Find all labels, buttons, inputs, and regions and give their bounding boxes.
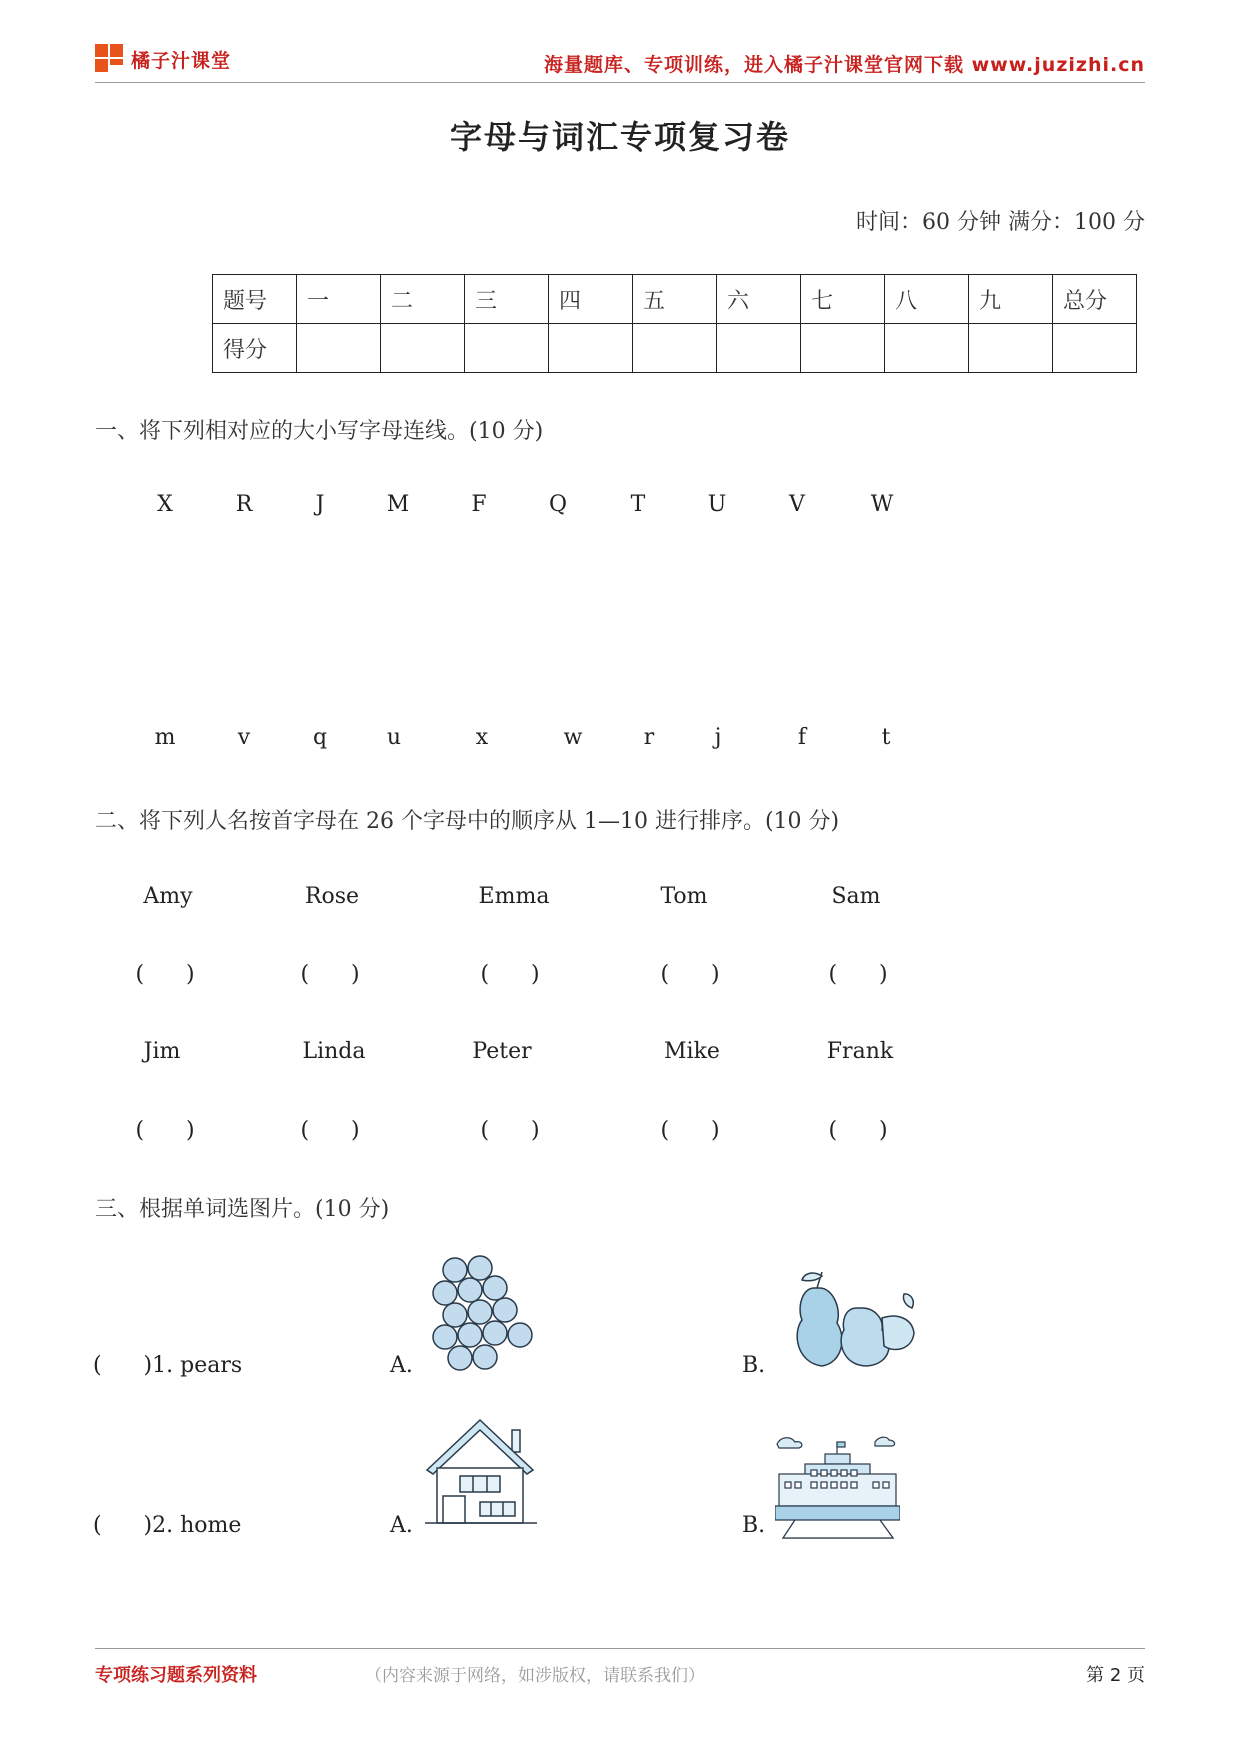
house-icon[interactable] (425, 1418, 540, 1533)
lowercase-letter: x (475, 725, 489, 750)
uppercase-letter: Q (548, 492, 568, 517)
uppercase-letter: F (471, 492, 487, 517)
school-building-icon[interactable] (775, 1432, 900, 1542)
uppercase-letter: T (630, 492, 646, 517)
lowercase-letter: m (154, 725, 176, 750)
table-cell: 总分 (1053, 275, 1137, 324)
score-table-header-row (213, 275, 1137, 324)
table-cell: 三 (465, 275, 549, 324)
name-label: Peter (472, 1039, 532, 1064)
uppercase-letter: W (870, 492, 894, 517)
table-cell: 九 (969, 275, 1053, 324)
option-a-label: A. (390, 1353, 413, 1378)
score-cell[interactable] (885, 324, 969, 373)
score-cell[interactable] (465, 324, 549, 373)
table-cell: 八 (885, 275, 969, 324)
option-a-label: A. (390, 1513, 413, 1538)
answer-blank[interactable]: ( ) (480, 1118, 540, 1143)
logo-icon (95, 44, 125, 74)
name-label: Jim (143, 1039, 181, 1064)
name-label: Rose (304, 884, 360, 909)
section-1-title: 一、将下列相对应的大小写字母连线。(10 分) (95, 419, 544, 444)
score-cell[interactable] (717, 324, 801, 373)
footer-copyright-note: （内容来源于网络，如涉版权，请联系我们） (365, 1666, 705, 1686)
uppercase-letter: J (315, 492, 325, 517)
answer-blank[interactable]: ( ) (300, 1118, 360, 1143)
lowercase-letter: v (237, 725, 251, 750)
score-table-score-row (213, 324, 1137, 373)
score-cell[interactable] (549, 324, 633, 373)
lowercase-letter: j (714, 725, 722, 750)
answer-blank[interactable]: ( ) (828, 962, 888, 987)
name-label: Amy (143, 884, 193, 909)
name-label: Mike (664, 1039, 720, 1064)
uppercase-letter: M (386, 492, 410, 517)
pears-icon[interactable] (782, 1258, 922, 1378)
header-tagline: 海量题库、专项训练，进入橘子汁课堂官网下载 www.juzizhi.cn (544, 54, 1145, 76)
answer-blank[interactable]: ( ) (135, 962, 195, 987)
uppercase-letter: U (707, 492, 727, 517)
name-label: Linda (302, 1039, 366, 1064)
question-1: ( )1. pears (93, 1353, 243, 1378)
score-cell[interactable] (381, 324, 465, 373)
lowercase-letter: w (563, 725, 583, 750)
page-header (95, 38, 1145, 83)
answer-blank[interactable]: ( ) (480, 962, 540, 987)
score-cell[interactable] (297, 324, 381, 373)
logo-text: 橘子汁课堂 (131, 50, 232, 72)
table-cell: 六 (717, 275, 801, 324)
uppercase-letter: V (789, 492, 805, 517)
footer-series-label: 专项练习题系列资料 (95, 1665, 257, 1686)
table-cell: 七 (801, 275, 885, 324)
answer-blank[interactable]: ( ) (300, 962, 360, 987)
score-cell[interactable] (633, 324, 717, 373)
lowercase-letter: r (643, 725, 655, 750)
option-b-label: B. (742, 1513, 766, 1538)
page-footer (95, 1648, 1145, 1686)
table-cell: 一 (297, 275, 381, 324)
name-label: Emma (478, 884, 550, 909)
table-cell: 四 (549, 275, 633, 324)
table-cell: 题号 (213, 275, 297, 324)
uppercase-letter: R (235, 492, 253, 517)
name-label: Sam (831, 884, 881, 909)
score-cell[interactable] (801, 324, 885, 373)
table-cell: 得分 (213, 324, 297, 373)
lowercase-letter: f (797, 725, 807, 750)
answer-blank[interactable]: ( ) (660, 1118, 720, 1143)
answer-blank[interactable]: ( ) (660, 962, 720, 987)
score-table (212, 274, 1137, 373)
lowercase-letter: t (881, 725, 891, 750)
lowercase-letter: q (312, 725, 328, 750)
name-label: Frank (826, 1039, 894, 1064)
uppercase-letter: X (157, 492, 173, 517)
page-number: 第 2 页 (1086, 1665, 1145, 1686)
name-label: Tom (660, 884, 708, 909)
lowercase-letter: u (386, 725, 402, 750)
score-cell[interactable] (1053, 324, 1137, 373)
question-2: ( )2. home (93, 1513, 242, 1538)
page-title: 字母与词汇专项复习卷 (449, 118, 790, 156)
option-b-label: B. (742, 1353, 766, 1378)
table-cell: 二 (381, 275, 465, 324)
score-cell[interactable] (969, 324, 1053, 373)
section-3-title: 三、根据单词选图片。(10 分) (95, 1197, 390, 1222)
grapes-icon[interactable] (425, 1255, 535, 1375)
table-cell: 五 (633, 275, 717, 324)
answer-blank[interactable]: ( ) (135, 1118, 195, 1143)
section-2-title: 二、将下列人名按首字母在 26 个字母中的顺序从 1—10 进行排序。(10 分) (95, 809, 840, 834)
time-info: 时间：60 分钟 满分：100 分 (856, 210, 1145, 235)
answer-blank[interactable]: ( ) (828, 1118, 888, 1143)
